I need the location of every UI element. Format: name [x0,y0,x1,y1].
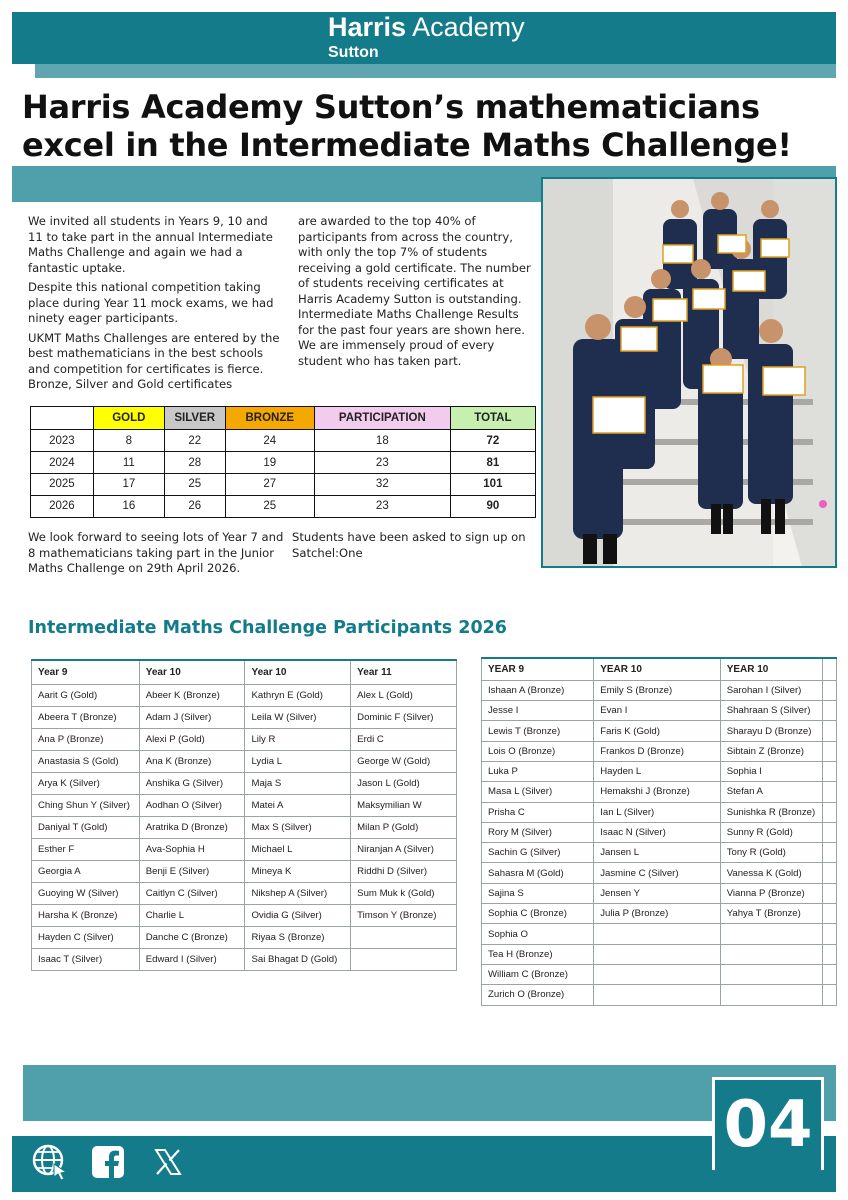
participant-cell [720,964,822,984]
results-header-gold: GOLD [93,407,164,430]
school-logo[interactable] [328,12,525,42]
participant-cell: Ana P (Bronze) [32,728,140,750]
participant-cell: Sunny R (Gold) [720,822,822,842]
participants-row [32,904,457,926]
participant-cell: Caitlyn C (Silver) [139,882,245,904]
results-year: 2025 [31,474,94,496]
participants-header-cell: YEAR 10 [594,658,720,680]
results-silver: 26 [164,495,225,517]
participants-row [32,728,457,750]
participants-row [482,924,837,944]
participants-header-cell: Year 10 [245,660,351,684]
participant-cell: Hayden C (Silver) [32,926,140,948]
results-bronze: 25 [225,495,314,517]
intro-paragraph: Despite this national competition taking place during Year 11 mock exams, we had ninety eager participants. [28,280,274,325]
results-header-participation: PARTICIPATION [314,407,450,430]
participants-row [32,794,457,816]
results-participation: 23 [314,495,450,517]
participant-cell: Aarit G (Gold) [32,684,140,706]
participant-cell: George W (Gold) [351,750,457,772]
participants-heading: Intermediate Maths Challenge Participants 2026 [28,618,507,638]
participants-row [482,985,837,1005]
participant-cell: Emily S (Bronze) [594,680,720,700]
participant-cell: Lois O (Bronze) [482,741,594,761]
participant-cell: Jasmine C (Silver) [594,863,720,883]
participant-cell: Benji E (Silver) [139,860,245,882]
participant-cell [822,721,836,741]
participants-header-cell: Year 11 [351,660,457,684]
participant-cell: Sophia I [720,761,822,781]
students-photo [541,177,837,568]
participants-row [482,822,837,842]
intro-paragraph: are awarded to the top 40% of participants from across the country, with only the top 7% of students receiving a gold certificate. The number of students receiving certificates at Harris Academy Sutton is outstanding. Intermediate Maths Challenge Results for the past four years are shown here. We are immensely proud of every student who has taken part. [298,214,531,368]
closing-right: Students have been asked to sign up on Satchel:One [292,530,526,560]
participant-cell: Aodhan O (Silver) [139,794,245,816]
logo-brand-rest: Academy [412,12,525,42]
participant-cell: Hayden L [594,761,720,781]
participant-cell: Sachin G (Silver) [482,843,594,863]
participant-cell [720,944,822,964]
participant-cell: Lewis T (Bronze) [482,721,594,741]
participants-row [482,802,837,822]
results-bronze: 24 [225,430,314,452]
participant-cell: Harsha K (Bronze) [32,904,140,926]
participant-cell: Sunishka R (Bronze) [720,802,822,822]
participant-cell: Lydia L [245,750,351,772]
participants-row [482,782,837,802]
participant-cell: Aratrika D (Bronze) [139,816,245,838]
participant-cell: Georgia A [32,860,140,882]
participants-row [482,741,837,761]
participant-cell: Esther F [32,838,140,860]
participant-cell: Tea H (Bronze) [482,944,594,964]
results-year: 2026 [31,495,94,517]
participant-cell [822,761,836,781]
participant-cell: Michael L [245,838,351,860]
intro-paragraph: We invited all students in Years 9, 10 and 11 to take part in the annual Intermediate Maths Challenge and again we had a fantastic uptake. [28,214,273,275]
participants-row [32,750,457,772]
results-header-total: TOTAL [450,407,535,430]
participant-cell: Jason L (Gold) [351,772,457,794]
participant-cell [351,926,457,948]
results-row [31,452,536,474]
participants-table-left [31,659,457,971]
participant-cell [594,985,720,1005]
participant-cell: Leila W (Silver) [245,706,351,728]
participants-row [32,838,457,860]
participant-cell [594,964,720,984]
participants-row [482,761,837,781]
participants-row [482,944,837,964]
results-year: 2023 [31,430,94,452]
participant-cell [822,680,836,700]
participant-cell: Tony R (Gold) [720,843,822,863]
results-participation: 32 [314,474,450,496]
logo-campus: Sutton [328,44,379,61]
participants-row [32,882,457,904]
participants-table-right [481,657,837,1006]
participants-row [482,863,837,883]
participant-cell: Ovidia G (Silver) [245,904,351,926]
results-participation: 23 [314,452,450,474]
page-headline: Harris Academy Sutton’s mathematicians excel in the Intermediate Maths Challenge! [22,88,792,164]
participant-cell [822,924,836,944]
participant-cell [822,863,836,883]
participant-cell: Kathryn E (Gold) [245,684,351,706]
participant-cell: Anastasia S (Gold) [32,750,140,772]
results-gold: 8 [93,430,164,452]
participant-cell: Hemakshi J (Bronze) [594,782,720,802]
results-silver: 22 [164,430,225,452]
results-silver: 25 [164,474,225,496]
results-total: 72 [450,430,535,452]
participant-cell: Guoying W (Silver) [32,882,140,904]
participant-cell [822,822,836,842]
participant-cell: Sahasra M (Gold) [482,863,594,883]
participant-cell: Evan I [594,701,720,721]
results-total: 101 [450,474,535,496]
page-number: 04 [723,1088,813,1162]
participant-cell: Sum Muk k (Gold) [351,882,457,904]
results-header-cell [31,407,94,430]
results-total: 81 [450,452,535,474]
participants-header-cell: YEAR 10 [720,658,822,680]
results-silver: 28 [164,452,225,474]
participants-row [482,904,837,924]
participant-cell: Sai Bhagat D (Gold) [245,948,351,970]
participant-cell: Ching Shun Y (Silver) [32,794,140,816]
intro-column-2 [298,214,532,373]
students-photo-illustration [543,179,837,568]
results-gold: 16 [93,495,164,517]
participant-cell: Sharayu D (Bronze) [720,721,822,741]
participant-cell: Faris K (Gold) [594,721,720,741]
participant-cell [822,782,836,802]
participant-cell: Anshika G (Silver) [139,772,245,794]
participant-cell: Sibtain Z (Bronze) [720,741,822,761]
participant-cell: Danche C (Bronze) [139,926,245,948]
participant-cell [822,985,836,1005]
participant-cell: Frankos D (Bronze) [594,741,720,761]
participant-cell: Erdi C [351,728,457,750]
participant-cell: Maja S [245,772,351,794]
participant-cell: Shahraan S (Silver) [720,701,822,721]
participant-cell: Ian L (Silver) [594,802,720,822]
participants-header-cell: YEAR 9 [482,658,594,680]
closing-left: We look forward to seeing lots of Year 7 and 8 mathematicians taking part in the Junior Maths Challenge on 29th April 2026. [28,530,284,575]
logo-brand: Harris [328,12,407,42]
results-bronze: 19 [225,452,314,474]
participants-row [32,860,457,882]
participants-row [482,680,837,700]
participant-cell [822,802,836,822]
participants-row [32,684,457,706]
participant-cell: Riddhi D (Silver) [351,860,457,882]
participants-header-row [32,660,457,684]
participant-cell: William C (Bronze) [482,964,594,984]
participant-cell: Matei A [245,794,351,816]
participants-header-cell [822,658,836,680]
results-table [30,406,536,518]
participants-row [32,948,457,970]
participant-cell: Rory M (Silver) [482,822,594,842]
participant-cell: Edward I (Silver) [139,948,245,970]
participant-cell [822,741,836,761]
participants-header-cell: Year 10 [139,660,245,684]
participant-cell: Jensen Y [594,883,720,903]
results-total: 90 [450,495,535,517]
participants-row [482,883,837,903]
x-icon[interactable] [148,1142,188,1182]
results-header-row [31,407,536,430]
participants-row [32,706,457,728]
participant-cell: Abeera T (Bronze) [32,706,140,728]
participant-cell: Daniyal T (Gold) [32,816,140,838]
participant-cell: Zurich O (Bronze) [482,985,594,1005]
participant-cell: Timson Y (Bronze) [351,904,457,926]
participant-cell: Prisha C [482,802,594,822]
participant-cell: Sajina S [482,883,594,903]
results-header-bronze: BRONZE [225,407,314,430]
intro-paragraph: UKMT Maths Challenges are entered by the best mathematicians in the best schools and competition for certificates is fierce. Bronze, Silver and Gold certificates [28,330,280,391]
participant-cell: Mineya K [245,860,351,882]
participant-cell: Ishaan A (Bronze) [482,680,594,700]
participants-row [482,701,837,721]
participant-cell [720,924,822,944]
participants-row [482,964,837,984]
results-gold: 11 [93,452,164,474]
participant-cell: Sophia C (Bronze) [482,904,594,924]
results-row [31,430,536,452]
participant-cell [822,944,836,964]
participant-cell: Maksymilian W [351,794,457,816]
participant-cell [351,948,457,970]
participant-cell: Sarohan I (Silver) [720,680,822,700]
participant-cell: Masa L (Silver) [482,782,594,802]
participant-cell: Jansen L [594,843,720,863]
results-row [31,495,536,517]
results-gold: 17 [93,474,164,496]
participant-cell: Abeer K (Bronze) [139,684,245,706]
participant-cell: Vianna P (Bronze) [720,883,822,903]
participants-row [482,843,837,863]
participant-cell: Sophia O [482,924,594,944]
participants-row [32,772,457,794]
participant-cell: Arya K (Silver) [32,772,140,794]
participant-cell: Isaac N (Silver) [594,822,720,842]
participant-cell: Charlie L [139,904,245,926]
participant-cell: Julia P (Bronze) [594,904,720,924]
participant-cell: Nikshep A (Silver) [245,882,351,904]
participant-cell: Ava-Sophia H [139,838,245,860]
results-year: 2024 [31,452,94,474]
results-participation: 18 [314,430,450,452]
participant-cell: Alex L (Gold) [351,684,457,706]
participant-cell: Yahya T (Bronze) [720,904,822,924]
participant-cell: Ana K (Bronze) [139,750,245,772]
participants-row [32,816,457,838]
participants-row [482,721,837,741]
participant-cell: Niranjan A (Silver) [351,838,457,860]
results-bronze: 27 [225,474,314,496]
globe-icon[interactable] [30,1142,70,1182]
facebook-icon[interactable] [88,1142,128,1182]
participant-cell: Luka P [482,761,594,781]
results-header-silver: SILVER [164,407,225,430]
participant-cell [822,964,836,984]
participant-cell: Jesse I [482,701,594,721]
participant-cell [822,843,836,863]
participant-cell: Riyaa S (Bronze) [245,926,351,948]
header-strip [35,64,836,78]
participant-cell: Alexi P (Gold) [139,728,245,750]
participant-cell [594,924,720,944]
participants-row [32,926,457,948]
participant-cell: Vanessa K (Gold) [720,863,822,883]
participant-cell [822,883,836,903]
participants-header-row [482,658,837,680]
participant-cell [594,944,720,964]
participant-cell: Milan P (Gold) [351,816,457,838]
participant-cell [822,701,836,721]
participant-cell: Adam J (Silver) [139,706,245,728]
participant-cell: Isaac T (Silver) [32,948,140,970]
participant-cell: Stefan A [720,782,822,802]
participant-cell [822,904,836,924]
participant-cell [720,985,822,1005]
participant-cell: Max S (Silver) [245,816,351,838]
participant-cell: Lily R [245,728,351,750]
participant-cell: Dominic F (Silver) [351,706,457,728]
intro-column-1 [28,214,286,397]
participants-header-cell: Year 9 [32,660,140,684]
results-row [31,474,536,496]
